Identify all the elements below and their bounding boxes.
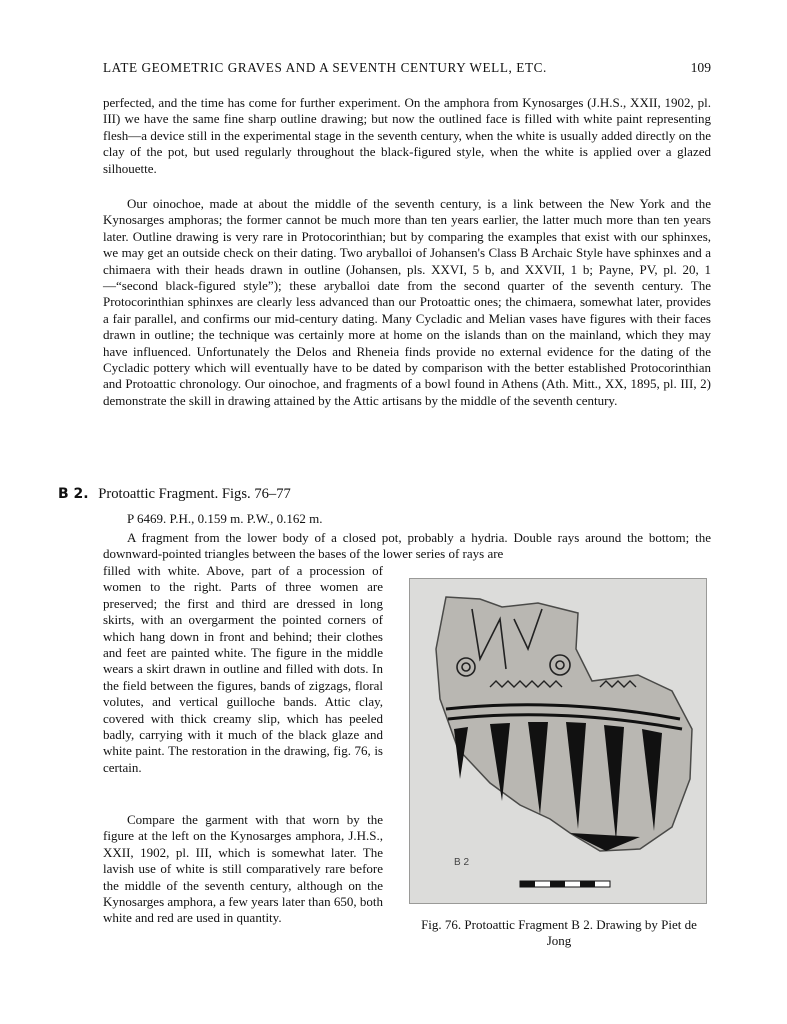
description-lead: A fragment from the lower body of a closed pot, probably a hydria. Double rays around the bottom; the downward-pointed triangles between the bases of the lower series of rays are [103, 530, 711, 562]
section-title: Protoattic Fragment. Figs. 76–77 [98, 486, 291, 502]
running-head-title: LATE GEOMETRIC GRAVES AND A SEVENTH CENTURY WELL, ETC. [103, 60, 547, 75]
figure-76-plate [409, 578, 707, 904]
figure-caption: Fig. 76. Protoattic Fragment B 2. Drawing by Piet de Jong [421, 917, 697, 948]
paragraph-2: Our oinochoe, made at about the middle of the seventh century, is a link between the New York and the Kynosarges amphoras; the former cannot be much more than ten years earlier, the latter much more than ten years later. Outline drawing is very rare in Protocorinthian; but by comparing the examples that exist with our sphinxes, we may get an outside check on their dating. Two aryballoi of Johansen's Class B Archaic Style have sphinxes and a chimaera with their heads drawn in outline (Johansen, pls. XXVI, 5 b, and XXVII, 1 b; Payne, PV, pl. 20, 1—“second black-figured style”); these aryballoi date from the second quarter of the seventh century. The Protocorinthian sphinxes are clearly less advanced than our Protoattic ones; the chimaera, somewhat later, provides a fair parallel, and confirms our mid-century dating. Many Cycladic and Melian vases have figures with their faces drawn in outline; the technique was certainly more at home on the islands than on the mainland, which they may have influenced. Unfortunately the Delos and Rheneia finds provide no external evidence for the dating of the Cycladic pottery which will eventually have to be dated by comparison with the better established Protocorinthian and Protoattic chronology. Our oinochoe, and fragments of a bowl found in Athens (Ath. Mitt., XX, 1895, pl. III, 2) demonstrate the skill in drawing attained by the Attic artisans by the middle of the seventh century. [103, 196, 711, 408]
paragraph-1: perfected, and the time has come for further experiment. On the amphora from Kynosarges (J.H.S., XXII, 1902, pl. III) we have the same fine sharp outline drawing; but now the outlined face is filled with white paint representing flesh—a device still in the experimental stage in the seventh century, when the white is usually added directly on the clay of the pot, but used regularly throughout the black-figured style, when the white is applied over a glazed silhouette. [103, 95, 711, 176]
sherd-drawing [410, 579, 706, 903]
paragraph-1-block [103, 95, 711, 177]
paragraph-2-block [103, 196, 711, 409]
section-id: B 2. [58, 486, 89, 502]
scale-bar [520, 881, 610, 887]
description-continued: filled with white. Above, part of a procession of women to the right. Parts of three women are preserved; the first and third are dressed in long skirts, with an overgarment the pointed corners of which hang down in front and behind; their clothes and feet are painted white. The figure in the middle wears a skirt drawn in outline and filled with dots. In the field between the figures, bands of zigzags, floral volutes, and vertical guilloche bands. Attic clay, covered with thick creamy slip, which has peeled badly, carrying with it much of the black glaze and white paint. The restoration in the drawing, fig. 76, is certain. [103, 563, 383, 775]
running-head [103, 60, 711, 76]
plate-label-group [454, 857, 469, 868]
description-column [103, 563, 383, 776]
description-full-width [103, 530, 711, 563]
plate-label: B 2 [454, 857, 470, 868]
page-number: 109 [690, 60, 711, 75]
catalogue-measurements: P 6469. P.H., 0.159 m. P.W., 0.162 m. [127, 511, 323, 526]
comparison-paragraph: Compare the garment with that worn by the figure at the left on the Kynosarges amphora, J.H.S., XXII, 1902, pl. III, which is somewhat later. The lavish use of white is still comparatively rare before the middle of the seventh century, although on the Kynosarges amphora, a few years later than 650, both white and red are used in quantity. [103, 812, 383, 926]
section-heading [58, 486, 291, 503]
comparison-column [103, 812, 383, 927]
